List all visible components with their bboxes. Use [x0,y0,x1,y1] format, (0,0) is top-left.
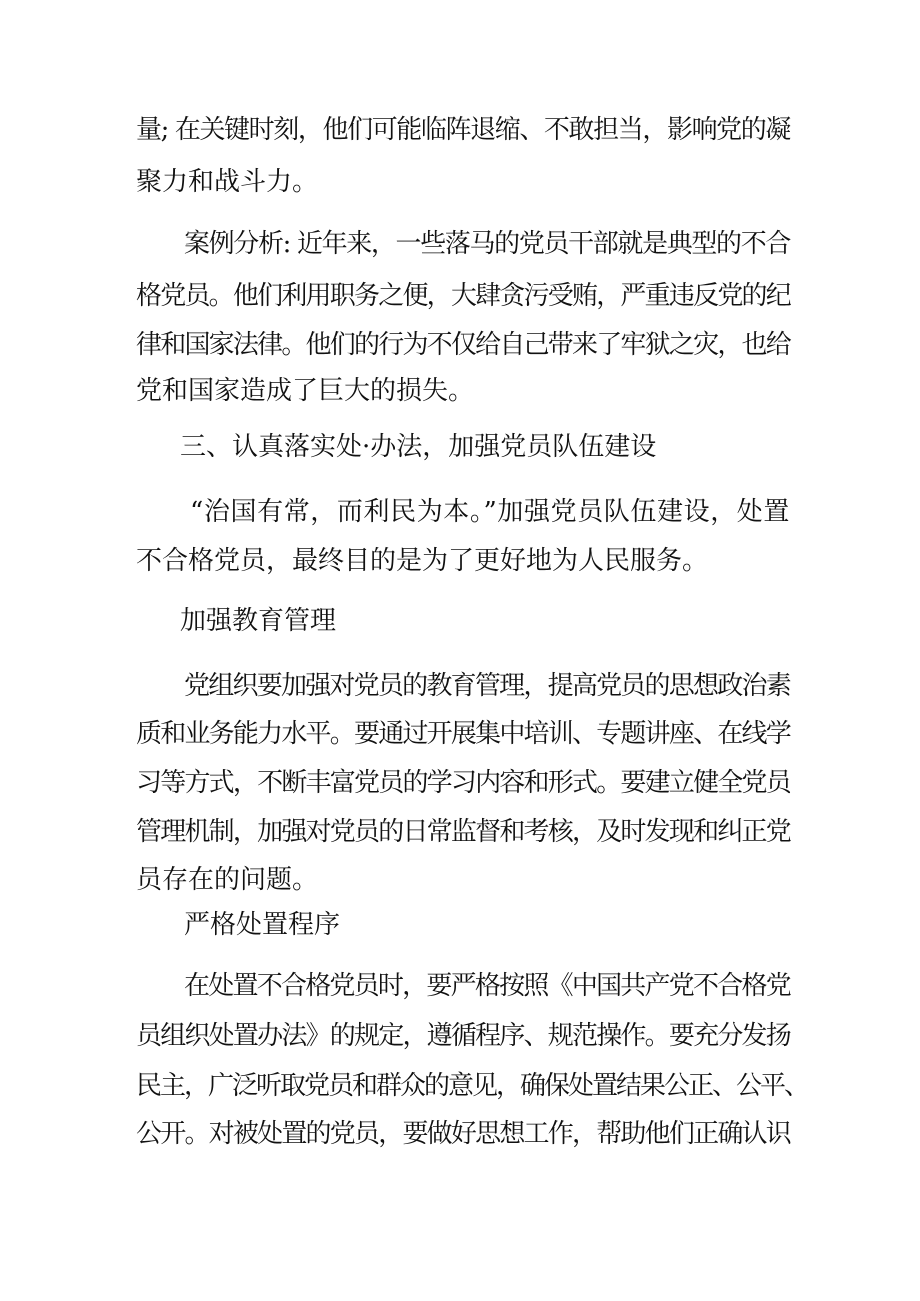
text-line: 格党员。他们利用职务之便，大肆贪污受贿，严重违反党的纪 [136,281,790,311]
text-line: 律和国家法律。他们的行为不仅给自己带来了牢狱之灾，也给 [136,330,790,360]
text-line: 党组织要加强对党员的教育管理，提高党员的思想政治素 [184,671,790,701]
subheading: 加强教育管理 [180,606,337,636]
subheading: 严格处置程序 [184,910,341,940]
text-line: 公开。对被处置的党员，要做好思想工作，帮助他们正确认识 [136,1119,790,1149]
text-line: 员组织处置办法》的规定，遵循程序、规范操作。要充分发扬 [136,1021,790,1051]
text-line: 习等方式，不断丰富党员的学习内容和形式。要建立健全党员 [136,768,790,798]
text-line: 民主，广泛听取党员和群众的意见，确保处置结果公正、公平、 [136,1071,809,1101]
text-line: 党和国家造成了巨大的损失。 [136,376,475,406]
text-line: 量; 在关键时刻，他们可能临阵退缩、不敢担当，影响党的凝 [136,115,790,145]
text-line: “治国有常，而利民为本。”加强党员队伍建设，处置 [190,497,790,527]
text-line: 管理机制，加强对党员的日常监督和考核，及时发现和纠正党 [136,817,790,847]
text-line: 在处置不合格党员时，要严格按照《中国共产党不合格党 [184,971,790,1001]
text-line: 案例分析: 近年来，一些落马的党员干部就是典型的不合 [184,229,790,259]
text-line: 聚力和战斗力。 [136,167,319,197]
text-line: 不合格党员，最终目的是为了更好地为人民服务。 [136,546,709,576]
text-line: 员存在的问题。 [136,865,319,895]
section-heading: 三、认真落实处·办法，加强党员队伍建设 [180,432,657,462]
text-line: 质和业务能力水平。要通过开展集中培训、专题讲座、在线学 [136,719,790,749]
